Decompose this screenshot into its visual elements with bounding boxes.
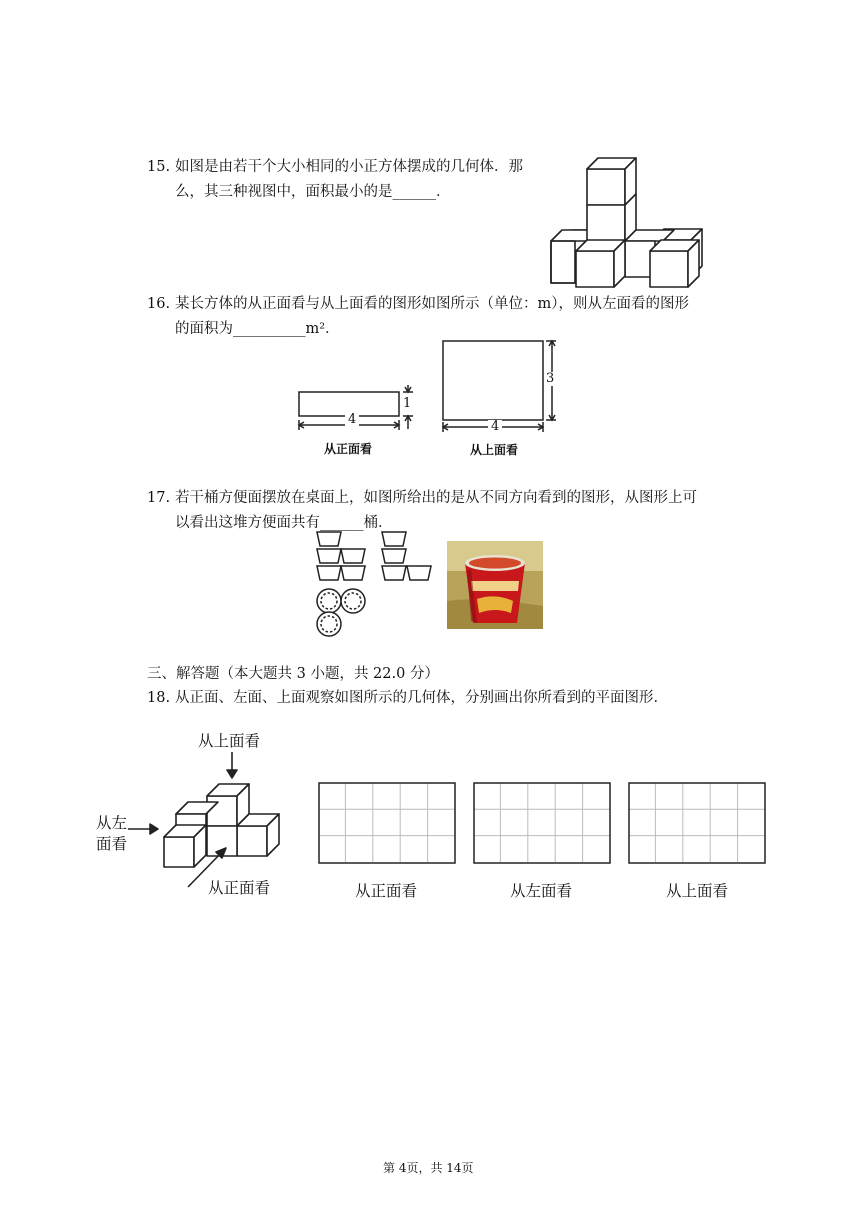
q18-label-front-view: 从正面看 (208, 879, 271, 897)
section-3-heading: 三、解答题（本大题共 3 小题，共 22.0 分） (147, 666, 439, 682)
question-16-line-1 (147, 292, 689, 316)
top-view-rectangle (443, 341, 543, 420)
question-17-text-1: 若干桶方便面摆放在桌面上，如图所给出的是从不同方向看到的图形，从图形上可 (175, 490, 697, 506)
question-18-line-1 (147, 686, 668, 710)
answer-grid-top-view (628, 782, 766, 864)
question-17-number: 17. (147, 490, 171, 506)
front-view-caption: 从正面看 (324, 442, 373, 456)
q18-label-left-2: 面看 (96, 835, 128, 853)
question-16-number: 16. (147, 296, 171, 312)
question-17-line-1 (147, 486, 697, 510)
front-width-label: 4 (345, 413, 359, 427)
grid-caption-front: 从正面看 (355, 882, 418, 900)
question-16-text-1: 某长方体的从正面看与从上面看的图形如图所示（单位：m），则从左面看的图形 (175, 296, 689, 312)
top-width-label: 4 (488, 420, 502, 434)
question-18-number: 18. (147, 690, 171, 706)
q15-cube-stack-figure (548, 155, 716, 290)
front-height-label: 1 (403, 396, 412, 411)
question-15-line-2: 么，其三种视图中，面积最小的是______． (175, 184, 451, 200)
question-17-line-2: 以看出这堆方便面共有______桶． (175, 515, 393, 531)
q18-label-left-1: 从左 (96, 814, 128, 832)
answer-grid-left-view (473, 782, 611, 864)
grid-caption-left: 从左面看 (510, 882, 573, 900)
top-depth-label: 3 (546, 371, 555, 386)
question-15-number: 15. (147, 159, 171, 175)
question-16-line-2: 的面积为__________m²． (175, 321, 340, 337)
page-footer: 第 4页，共 14页 (383, 1161, 474, 1175)
q17-noodle-views-figure (312, 528, 437, 638)
q18-cube-figure (128, 750, 288, 895)
question-15-line-1 (147, 155, 523, 179)
grid-caption-top: 从上面看 (666, 882, 729, 900)
q18-label-top-view: 从上面看 (198, 732, 261, 750)
question-15-text-1: 如图是由若干个大小相同的小正方体摆成的几何体．那 (175, 159, 523, 175)
answer-grid-front-view (318, 782, 456, 864)
instant-noodle-cup-photo (447, 541, 543, 629)
top-view-caption: 从上面看 (470, 443, 519, 457)
question-18-text-1: 从正面、左面、上面观察如图所示的几何体，分别画出你所看到的平面图形． (175, 690, 668, 706)
